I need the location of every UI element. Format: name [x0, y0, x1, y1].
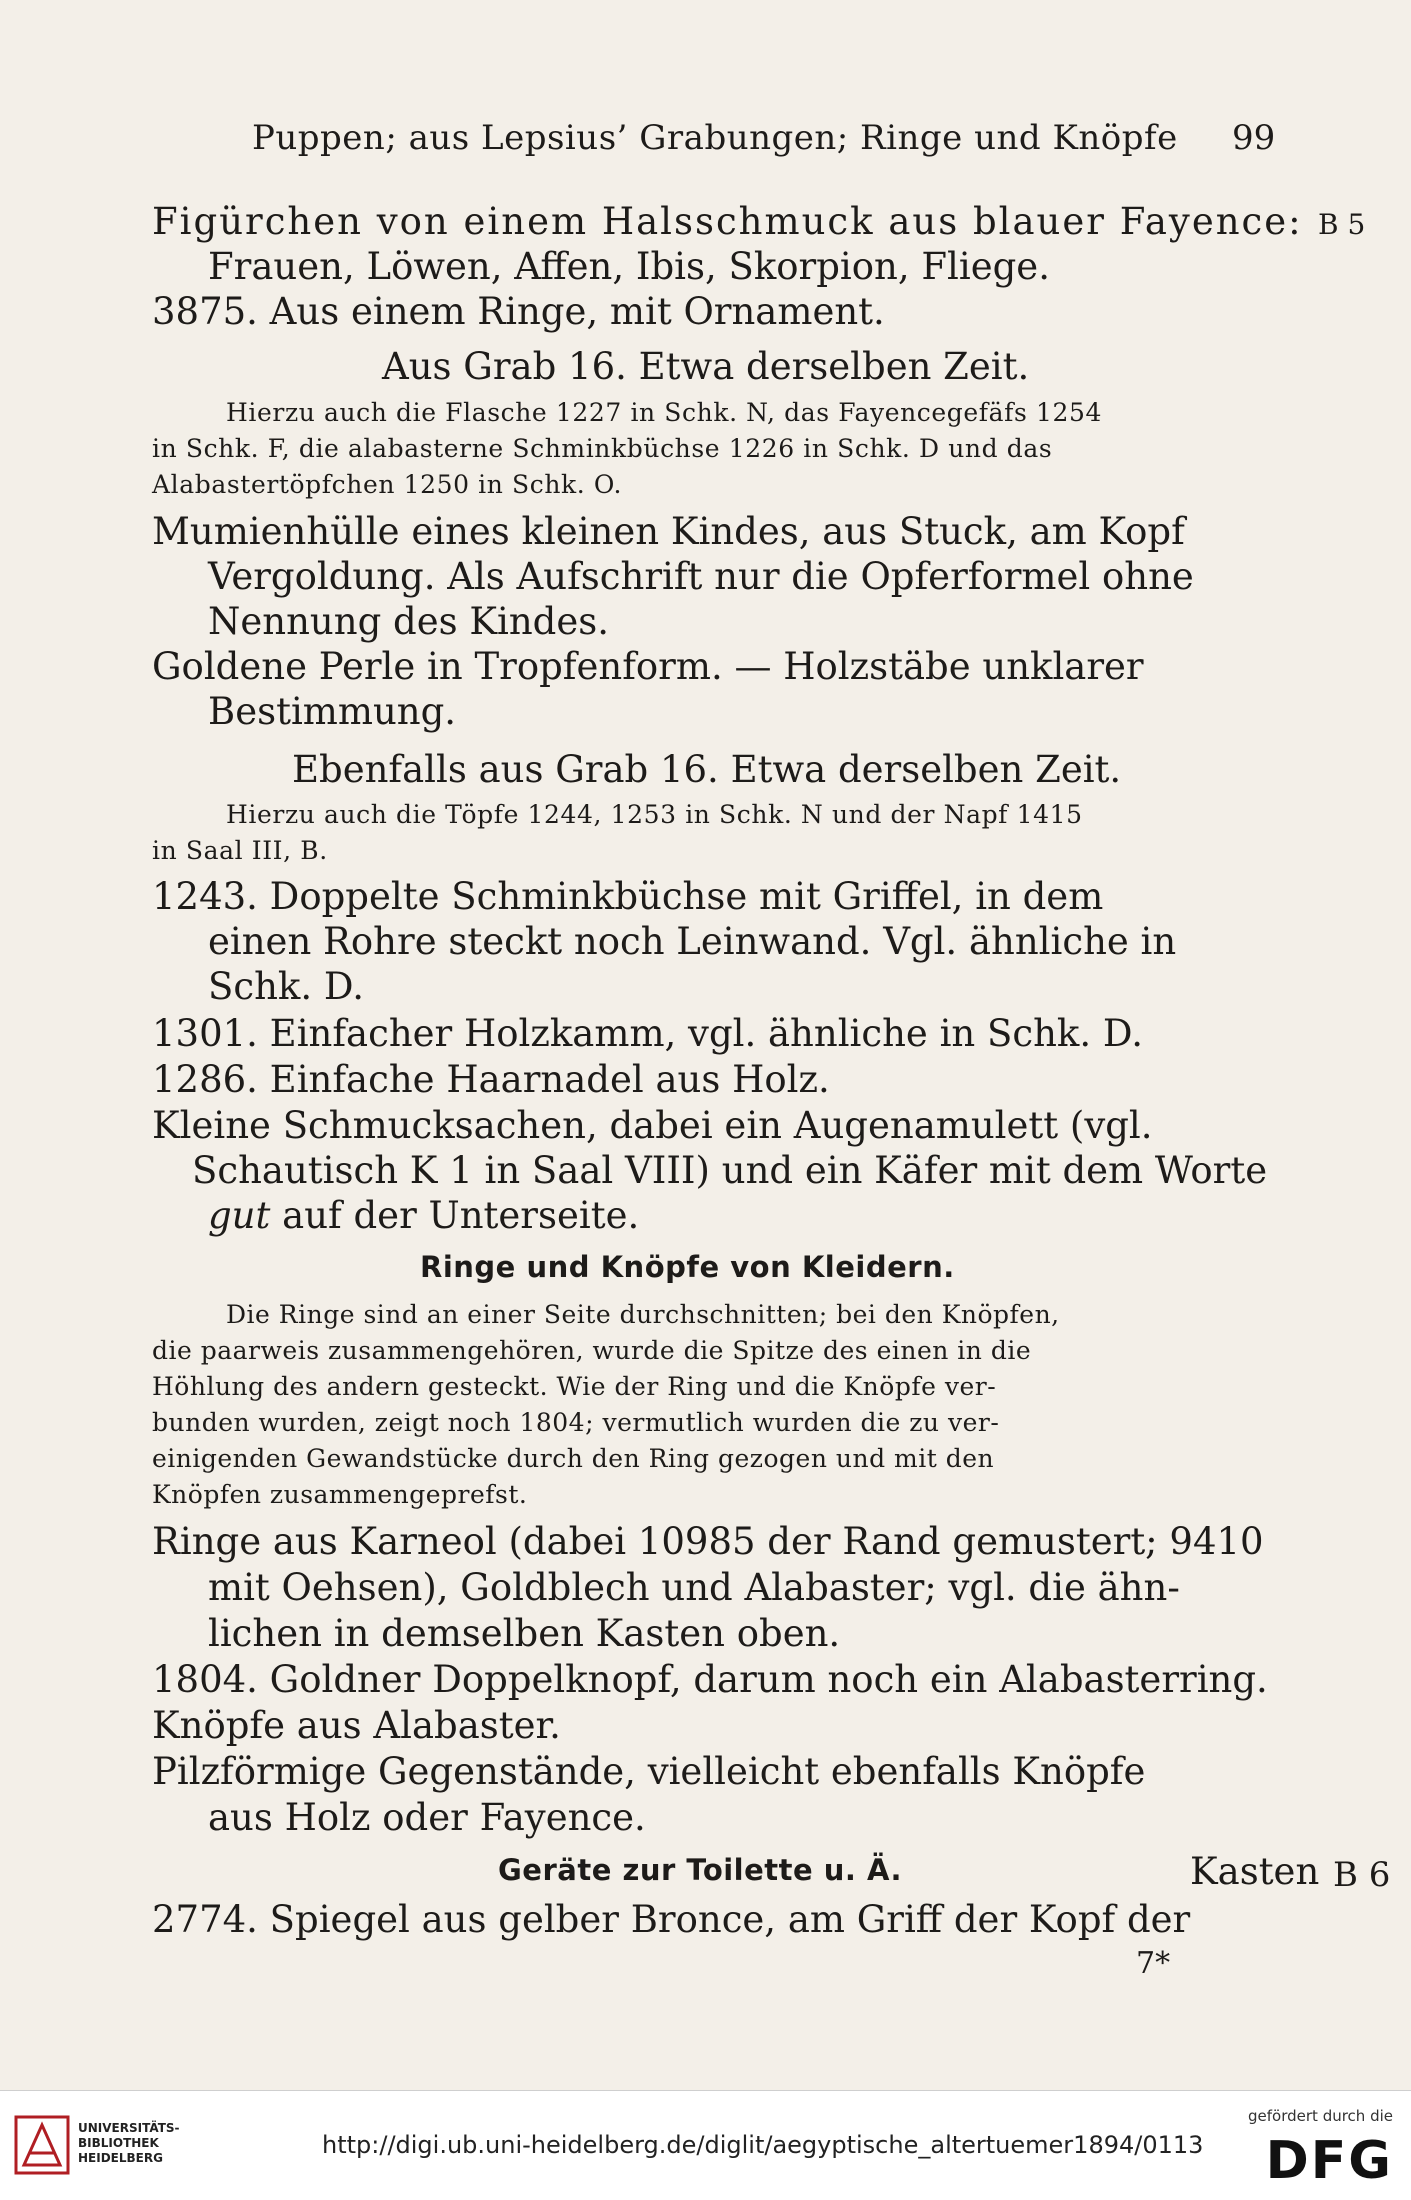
- small-text-line: in Saal III, B.: [152, 836, 328, 865]
- text-line: [208, 1194, 639, 1237]
- small-text-line: Die Ringe sind an einer Seite durchschnitten; bei den Knöpfen,: [226, 1300, 1060, 1329]
- text-line: mit Oehsen), Goldblech und Alabaster; vgl. die ähn-: [208, 1566, 1180, 1609]
- small-text-line: Hierzu auch die Töpfe 1244, 1253 in Schk. N und der Napf 1415: [226, 800, 1083, 829]
- text-line: Schautisch K 1 in Saal VIII) und ein Käfer mit dem Worte: [192, 1149, 1268, 1192]
- text-line: Schk. D.: [208, 965, 364, 1008]
- text-line: 3875. Aus einem Ringe, mit Ornament.: [152, 290, 885, 333]
- text-line: Vergoldung. Als Aufschrift nur die Opferformel ohne: [208, 555, 1194, 598]
- text-line: Goldene Perle in Tropfenform. — Holzstäbe unklarer: [152, 645, 1144, 688]
- text-line: Mumienhülle eines kleinen Kindes, aus Stuck, am Kopf: [152, 510, 1185, 553]
- signature-mark: 7*: [1136, 1946, 1171, 1981]
- small-text-line: bunden wurden, zeigt noch 1804; vermutlich wurden die zu ver-: [152, 1408, 1000, 1437]
- text-line: 2774. Spiegel aus gelber Bronce, am Griff der Kopf der: [152, 1898, 1191, 1941]
- text-line: Frauen, Löwen, Affen, Ibis, Skorpion, Fliege.: [208, 245, 1050, 288]
- small-text-line: Knöpfen zusammengeprefst.: [152, 1480, 528, 1509]
- text-line: aus Holz oder Fayence.: [208, 1796, 646, 1839]
- small-text-line: Alabastertöpfchen 1250 in Schk. O.: [152, 470, 623, 499]
- dfg-logo[interactable]: DFG: [1265, 2131, 1393, 2191]
- text-line: 1804. Goldner Doppelknopf, darum noch ein Alabasterring.: [152, 1658, 1268, 1701]
- text-line: Nennung des Kindes.: [208, 600, 610, 643]
- text-line: Figürchen von einem Halsschmuck aus blauer Fayence:: [152, 200, 1303, 243]
- university-library-logo[interactable]: [14, 2111, 180, 2181]
- text-line: einen Rohre steckt noch Leinwand. Vgl. ähnliche in: [208, 920, 1177, 963]
- text-line: 1286. Einfache Haarnadel aus Holz.: [152, 1058, 830, 1101]
- funding-note: gefördert durch die: [1248, 2107, 1393, 2125]
- small-text-line: Hierzu auch die Flasche 1227 in Schk. N, das Fayencegefäfs 1254: [226, 398, 1102, 427]
- library-seal-icon: [14, 2115, 70, 2175]
- text-fragment: auf der Unterseite.: [270, 1194, 640, 1237]
- case-label: Kasten: [1190, 1850, 1320, 1893]
- text-line: Kleine Schmucksachen, dabei ein Augenamulett (vgl.: [152, 1104, 1153, 1147]
- text-line: lichen in demselben Kasten oben.: [208, 1612, 841, 1655]
- text-line: Bestimmung.: [208, 690, 457, 733]
- small-text-line: Höhlung des andern gesteckt. Wie der Ring und die Knöpfe ver-: [152, 1372, 997, 1401]
- page-number: 99: [1232, 118, 1276, 158]
- italic-word: gut: [208, 1194, 271, 1237]
- text-line: 1301. Einfacher Holzkamm, vgl. ähnliche in Schk. D.: [152, 1012, 1143, 1055]
- section-note: Aus Grab 16. Etwa derselben Zeit.: [382, 345, 1030, 388]
- margin-case-label: B 6: [1333, 1855, 1391, 1895]
- running-header: Puppen; aus Lepsius’ Grabungen; Ringe und Knöpfe: [252, 118, 1178, 158]
- permalink-url[interactable]: http://digi.ub.uni-heidelberg.de/diglit/aegyptische_altertuemer1894/0113: [322, 2131, 1204, 2159]
- text-line: Ringe aus Karneol (dabei 10985 der Rand gemustert; 9410: [152, 1520, 1264, 1563]
- margin-case-label: B 5: [1318, 208, 1366, 241]
- text-line: Pilzförmige Gegenstände, vielleicht ebenfalls Knöpfe: [152, 1750, 1146, 1793]
- section-note: Ebenfalls aus Grab 16. Etwa derselben Zeit.: [292, 748, 1122, 791]
- text-line: 1243. Doppelte Schminkbüchse mit Griffel, in dem: [152, 875, 1104, 918]
- section-heading: Ringe und Knöpfe von Kleidern.: [420, 1250, 955, 1284]
- text-line: Knöpfe aus Alabaster.: [152, 1704, 561, 1747]
- digitization-footer: [0, 2090, 1411, 2200]
- library-name: UNIVERSITÄTS- BIBLIOTHEK HEIDELBERG: [78, 2121, 180, 2165]
- small-text-line: die paarweis zusammengehören, wurde die Spitze des einen in die: [152, 1336, 1032, 1365]
- small-text-line: in Schk. F, die alabasterne Schminkbüchse 1226 in Schk. D und das: [152, 434, 1053, 463]
- small-text-line: einigenden Gewandstücke durch den Ring gezogen und mit den: [152, 1444, 995, 1473]
- section-heading: Geräte zur Toilette u. Ä.: [498, 1853, 903, 1887]
